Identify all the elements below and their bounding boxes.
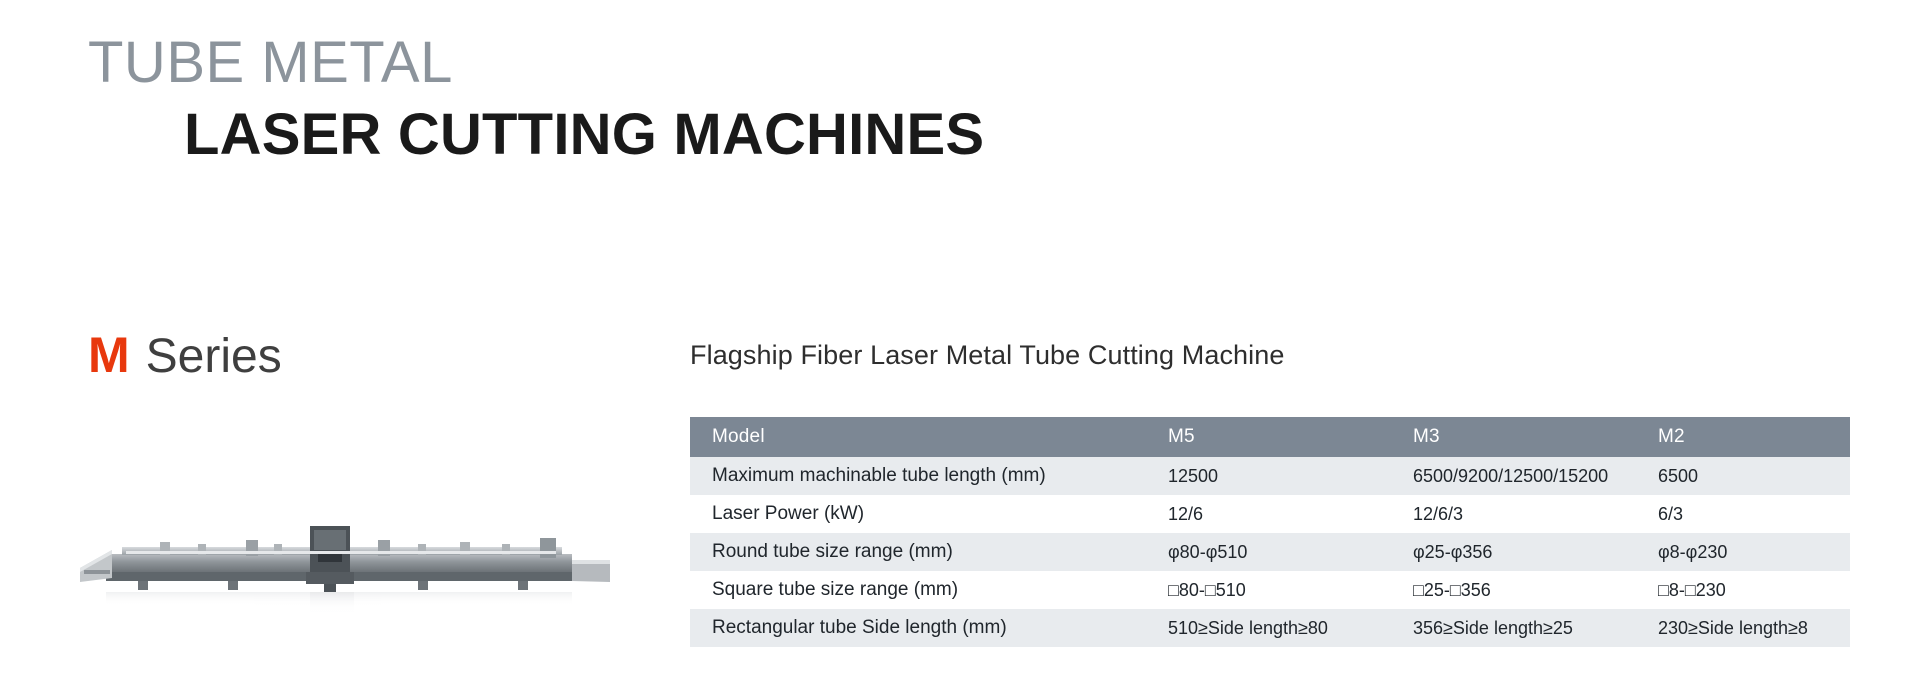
row-label: Rectangular tube Side length (mm) — [690, 609, 1150, 647]
row-value-m3: 356≥Side length≥25 — [1395, 609, 1640, 647]
row-label: Square tube size range (mm) — [690, 571, 1150, 609]
row-label: Maximum machinable tube length (mm) — [690, 457, 1150, 495]
row-value-m5: 510≥Side length≥80 — [1150, 609, 1395, 647]
row-value-m2: 6500 — [1640, 457, 1850, 495]
series-word: Series — [145, 330, 282, 383]
machine-illustration — [78, 520, 638, 630]
row-value-m5: □80-□510 — [1150, 571, 1395, 609]
row-value-m5: 12/6 — [1150, 495, 1395, 533]
row-value-m2: 6/3 — [1640, 495, 1850, 533]
row-value-m2: φ8-φ230 — [1640, 533, 1850, 571]
page-title-primary: TUBE METAL — [88, 30, 453, 95]
row-value-m5: 12500 — [1150, 457, 1395, 495]
row-value-m2: 230≥Side length≥8 — [1640, 609, 1850, 647]
column-header-model: Model — [690, 417, 1150, 457]
page-title-secondary: LASER CUTTING MACHINES — [184, 102, 985, 167]
table-header-row — [690, 417, 1850, 457]
row-label: Laser Power (kW) — [690, 495, 1150, 533]
row-value-m3: 12/6/3 — [1395, 495, 1640, 533]
table-row — [690, 533, 1850, 571]
column-header-m5: M5 — [1150, 417, 1395, 457]
column-header-m2: M2 — [1640, 417, 1850, 457]
series-letter: M — [88, 327, 130, 383]
row-value-m3: φ25-φ356 — [1395, 533, 1640, 571]
row-value-m2: □8-□230 — [1640, 571, 1850, 609]
row-value-m3: □25-□356 — [1395, 571, 1640, 609]
row-value-m3: 6500/9200/12500/15200 — [1395, 457, 1640, 495]
column-header-m3: M3 — [1395, 417, 1640, 457]
product-subtitle: Flagship Fiber Laser Metal Tube Cutting Machine — [690, 340, 1285, 370]
table-row — [690, 609, 1850, 647]
table-row — [690, 571, 1850, 609]
row-label: Round tube size range (mm) — [690, 533, 1150, 571]
table-row — [690, 457, 1850, 495]
series-label — [88, 327, 282, 383]
machine-image — [78, 520, 638, 630]
specifications-table — [690, 417, 1850, 647]
page-title-block — [88, 30, 985, 167]
table-row — [690, 495, 1850, 533]
row-value-m5: φ80-φ510 — [1150, 533, 1395, 571]
